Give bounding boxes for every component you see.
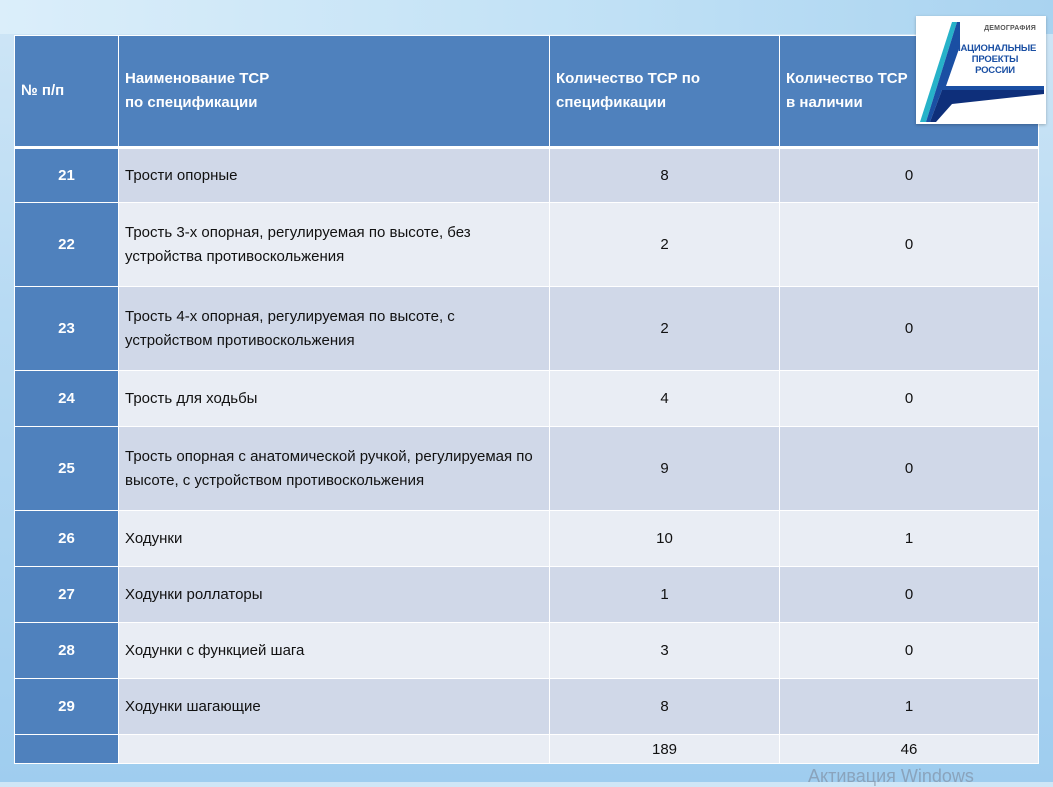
row-number: 23	[15, 287, 119, 371]
row-number: 21	[15, 148, 119, 203]
table-header-row	[15, 36, 1039, 148]
total-stock-qty: 46	[780, 735, 1039, 764]
row-name: Трость 4-х опорная, регулируемая по высоте, с устройством противоскольжения	[119, 287, 550, 371]
total-label	[119, 735, 550, 764]
row-name: Трость 3-х опорная, регулируемая по высоте, без устройства противоскольжения	[119, 203, 550, 287]
row-spec-qty: 4	[550, 371, 780, 427]
table-row	[15, 567, 1039, 623]
row-spec-qty: 2	[550, 287, 780, 371]
row-stock-qty: 0	[780, 148, 1039, 203]
row-number: 29	[15, 679, 119, 735]
row-spec-qty: 9	[550, 427, 780, 511]
table-row	[15, 427, 1039, 511]
row-stock-qty: 1	[780, 679, 1039, 735]
row-spec-qty: 10	[550, 511, 780, 567]
row-stock-qty: 0	[780, 427, 1039, 511]
row-stock-qty: 0	[780, 623, 1039, 679]
row-name: Ходунки роллаторы	[119, 567, 550, 623]
row-name: Трости опорные	[119, 148, 550, 203]
row-name: Трость опорная с анатомической ручкой, регулируемая по высоте, с устройством противоскольжения	[119, 427, 550, 511]
total-number	[15, 735, 119, 764]
row-stock-qty: 1	[780, 511, 1039, 567]
table-row	[15, 679, 1039, 735]
row-name: Трость для ходьбы	[119, 371, 550, 427]
row-number: 28	[15, 623, 119, 679]
tsr-spec-table	[14, 35, 1039, 764]
row-number: 26	[15, 511, 119, 567]
table-row	[15, 203, 1039, 287]
table-row	[15, 287, 1039, 371]
logo-subtitle: ДЕМОГРАФИЯ	[984, 25, 1036, 32]
row-name: Ходунки	[119, 511, 550, 567]
slide-background	[0, 0, 1053, 34]
row-number: 25	[15, 427, 119, 511]
row-number: 27	[15, 567, 119, 623]
windows-activation-watermark: Активация Windows	[808, 766, 974, 786]
row-stock-qty: 0	[780, 203, 1039, 287]
row-spec-qty: 3	[550, 623, 780, 679]
logo-title: НАЦИОНАЛЬНЫЕ ПРОЕКТЫ РОССИИ	[953, 43, 1037, 76]
header-number: № п/п	[15, 36, 119, 148]
row-spec-qty: 1	[550, 567, 780, 623]
header-stock-qty: Количество ТСР в наличии	[780, 36, 1039, 148]
row-number: 22	[15, 203, 119, 287]
row-name: Ходунки шагающие	[119, 679, 550, 735]
header-name: Наименование ТСР по спецификации	[119, 36, 550, 148]
table-total-row	[15, 735, 1039, 764]
table-row	[15, 623, 1039, 679]
row-spec-qty: 8	[550, 148, 780, 203]
row-name: Ходунки с функцией шага	[119, 623, 550, 679]
row-stock-qty: 0	[780, 371, 1039, 427]
table-row	[15, 511, 1039, 567]
row-spec-qty: 2	[550, 203, 780, 287]
row-stock-qty: 0	[780, 287, 1039, 371]
total-spec-qty: 189	[550, 735, 780, 764]
row-spec-qty: 8	[550, 679, 780, 735]
national-projects-logo	[916, 16, 1046, 124]
table-row	[15, 148, 1039, 203]
header-spec-qty: Количество ТСР по спецификации	[550, 36, 780, 148]
row-number: 24	[15, 371, 119, 427]
row-stock-qty: 0	[780, 567, 1039, 623]
table-row	[15, 371, 1039, 427]
